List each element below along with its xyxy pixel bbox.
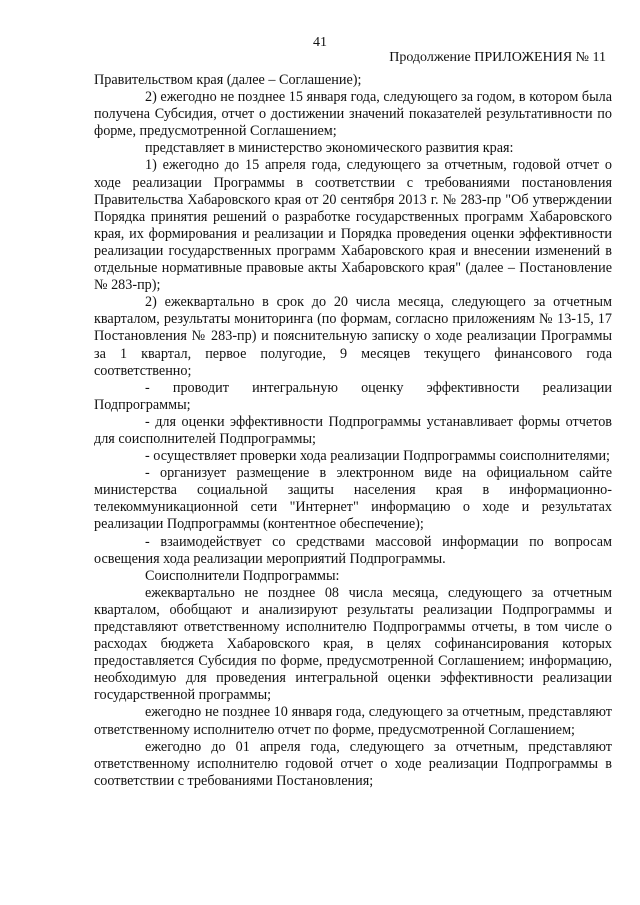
paragraph: 1) ежегодно до 15 апреля года, следующего за отчетным, годовой отчет о ходе реализации Программы в соответствии с требованиями постановления Правительства Хабаровского края от 20 сентября 2013 г. № 283-пр "Об утверждении Порядка принятия решений о разработке государственных программ Хабаровского края, их формирования и реализации и Порядка проведения оценки эффективности реализации государственных программ Хабаровского края и внесении изменений в отдельные нормативные правовые акты Хабаровского края" (далее – Постановление № 283-пр); (94, 157, 612, 294)
paragraph: Соисполнители Подпрограммы: (145, 567, 340, 584)
document-body (94, 72, 612, 790)
paragraph: - проводит интегральную оценку эффективности реализации Подпрограммы; (94, 379, 612, 413)
paragraph: ежегодно до 01 апреля года, следующего за отчетным, представляют ответственному исполнителю годовой отчет о ходе реализации Подпрограммы в соответствии с требованиями Постановления; (94, 738, 612, 789)
paragraph: - организует размещение в электронном виде на официальном сайте министерства социальной защиты населения края в информационно-телекоммуникационной сети "Интернет" информацию о ходе и результатах реализации Подпрограммы (контентное обеспечение); (94, 465, 612, 533)
page-number: 41 (313, 35, 327, 50)
paragraph: 2) ежегодно не позднее 15 января года, следующего за годом, в котором была получена Субсидия, отчет о достижении значений показателей результативности по форме, предусмотренной Соглашением; (94, 89, 612, 140)
paragraph: ежеквартально не позднее 08 числа месяца, следующего за отчетным кварталом, обобщают и анализируют результаты реализации Подпрограммы и представляют ответственному исполнителю Подпрограммы отчеты, в том числе о расходах бюджета Хабаровского края, в целях софинансирования которых предоставляется Субсидия по форме, предусмотренной Соглашением; информацию, необходимую для проведения интегральной оценки эффективности реализации государственной программы; (94, 584, 612, 704)
paragraph: - для оценки эффективности Подпрограммы устанавливает формы отчетов для соисполнителей Подпрограммы; (94, 413, 612, 447)
paragraph: - взаимодействует со средствами массовой информации по вопросам освещения хода реализации мероприятий Подпрограммы. (94, 533, 612, 567)
paragraph: представляет в министерство экономического развития края: (145, 140, 514, 157)
paragraph: Правительством края (далее – Соглашение); (94, 72, 362, 88)
appendix-continuation-label: Продолжение ПРИЛОЖЕНИЯ № 11 (389, 50, 606, 65)
paragraph: - осуществляет проверки хода реализации Подпрограммы соисполнителями; (145, 448, 610, 465)
paragraph: ежегодно не позднее 10 января года, следующего за отчетным, представляют ответственному исполнителю отчет по форме, предусмотренной Соглашением; (94, 704, 612, 738)
paragraph: 2) ежеквартально в срок до 20 числа месяца, следующего за отчетным кварталом, результаты мониторинга (по формам, согласно приложениям № 13-15, 17 Постановления № 283-пр) и пояснительную записку о ходе реализации Программы за 1 квартал, первое полугодие, 9 месяцев текущего финансового года соответственно; (94, 294, 612, 379)
